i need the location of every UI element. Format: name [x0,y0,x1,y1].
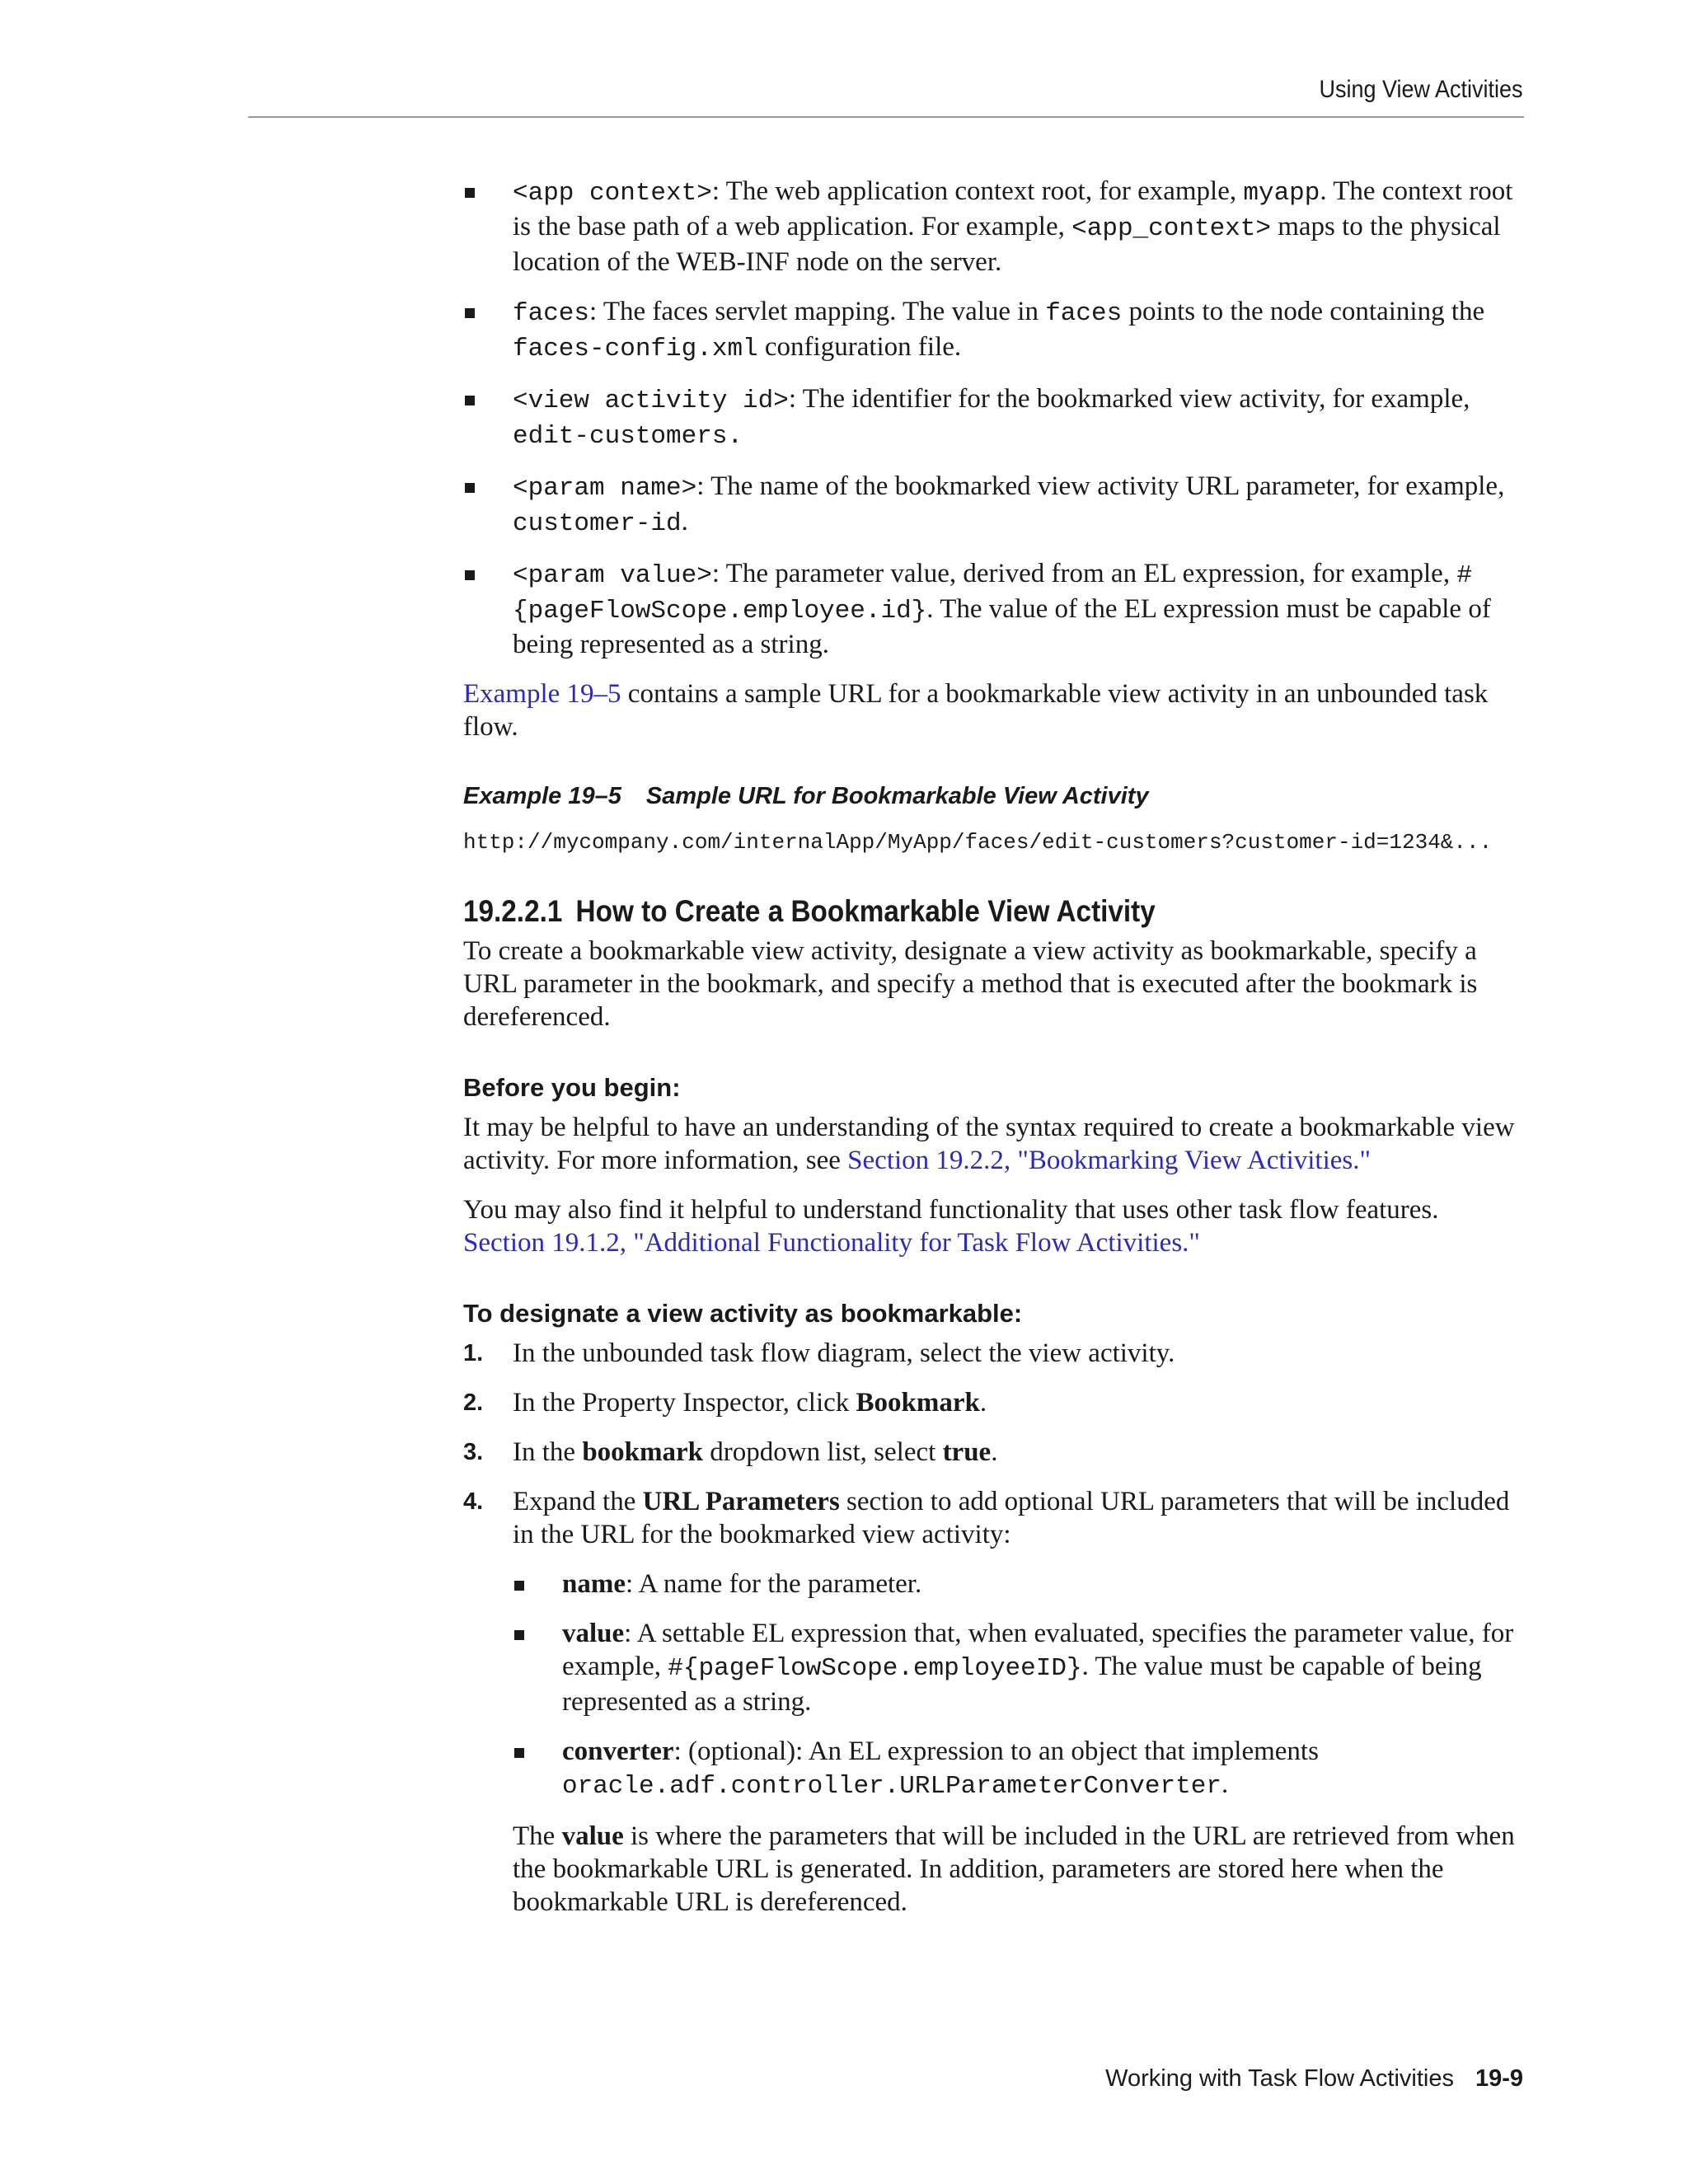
code-term: <view activity id> [513,387,789,415]
list-item [463,470,1525,541]
item-text: : The identifier for the bookmarked view activity, for example, [788,384,1470,414]
item-text: . [681,507,688,537]
step-item [463,1436,1525,1469]
step-number: 4. [463,1488,484,1515]
square-bullet-icon [514,1630,524,1640]
item-text: configuration file. [757,332,962,362]
step-text: . [991,1437,998,1467]
ui-term: URL Parameters [642,1487,840,1516]
step-item [463,1386,1525,1419]
page-footer [1105,2065,1523,2093]
item-text: : The faces servlet mapping. The value in [589,297,1046,326]
inline-code: faces [1045,299,1123,328]
example-title: Sample URL for Bookmarkable View Activity [645,783,1149,809]
item-text: : (optional): An EL expression to an object that implements [673,1736,1319,1766]
step-item [463,1485,1525,1919]
paragraph-text: It may be helpful to have an understanding of the syntax required to create a bookmarkable view activity. For more information, see [463,1113,1515,1175]
step-number: 2. [463,1390,484,1416]
list-item [513,1735,1525,1803]
procedure-steps [463,1337,1525,1919]
example-reference-paragraph [463,677,1525,743]
running-header: Using View Activities [1319,76,1523,103]
square-bullet-icon [514,1581,524,1591]
section-intro: To create a bookmarkable view activity, designate a view activity as bookmarkable, specify a URL parameter in the bookmark, and specify a method that is executed after the bookmark is dereferenced. [463,936,1478,1032]
step-number: 1. [463,1340,484,1366]
step-text: In the Property Inspector, click [513,1388,856,1418]
item-text: . The value must be capable of being represented as a string. [562,1652,1482,1717]
code-term: <param name> [513,474,697,503]
example-link[interactable]: Example 19–5 [463,679,621,709]
page-number: 19-9 [1475,2065,1523,2092]
example-code: http://mycompany.com/internalApp/MyApp/faces/edit-customers?customer-id=1234&... [463,830,1493,855]
square-bullet-icon [465,570,475,580]
paragraph-text: contains a sample URL for a bookmarkable view activity in an unbounded task flow. [463,679,1489,742]
square-bullet-icon [514,1748,524,1758]
example-caption [463,780,1525,813]
field-term: converter [562,1736,674,1766]
inline-code: oracle.adf.controller.URLParameterConverter [562,1772,1221,1801]
list-item [463,382,1525,453]
url-parameter-fields [513,1568,1525,1803]
paragraph-text: You may also find it helpful to understand functionality that uses other task flow features. [463,1195,1439,1225]
inline-code: customer-id [513,509,682,538]
section-number: 19.2.2.1 [463,894,563,928]
example-label: Example 19–5 [463,783,621,809]
inline-code: <app_context> [1071,214,1271,243]
section-title: How to Create a Bookmarkable View Activity [575,894,1156,928]
code-term: <param value> [513,561,712,590]
list-item [463,175,1525,279]
code-term: <app context> [513,179,712,208]
ui-term: Bookmark [856,1388,980,1418]
ui-term: true [942,1437,992,1467]
item-text: . The context root is the base path of a web application. For example, [513,176,1513,241]
square-bullet-icon [465,188,475,198]
header-rule [248,116,1524,118]
square-bullet-icon [465,308,475,318]
section-link-bookmarking[interactable]: Section 19.2.2, "Bookmarking View Activities." [847,1146,1371,1175]
item-text: : The parameter value, derived from an EL expression, for example, [711,559,1457,588]
item-text: : The name of the bookmarked view activity URL parameter, for example, [696,471,1505,501]
square-bullet-icon [465,483,475,493]
item-text: : A name for the parameter. [626,1569,922,1599]
before-heading: Before you begin: [463,1073,681,1102]
step-text: In the unbounded task flow diagram, select the view activity. [513,1338,1175,1368]
step-text: . [979,1388,987,1418]
inline-code: myapp [1243,179,1320,208]
before-paragraph-1 [463,1111,1525,1177]
item-text: . [1221,1769,1229,1799]
item-text: maps to the physical location of the WEB-INF node on the server. [513,212,1501,277]
step-item [463,1337,1525,1370]
inline-code: #{pageFlowScope.employee.id} [513,561,1472,626]
list-item [513,1617,1525,1718]
ui-term: value [561,1821,624,1851]
procedure-heading: To designate a view activity as bookmarkable: [463,1299,1023,1328]
section-link-additional[interactable]: Section 19.1.2, "Additional Functionality for Task Flow Activities." [463,1228,1200,1258]
url-parts-list [463,175,1525,661]
footer-chapter-title: Working with Task Flow Activities [1105,2065,1454,2092]
step-text: section to add optional URL parameters that will be included in the URL for the bookmarked view activity: [513,1487,1510,1549]
item-text: : The web application context root, for example, [711,176,1244,206]
inline-code: faces-config.xml [513,335,758,363]
inline-code: edit-customers. [513,422,743,451]
paragraph-text: is where the parameters that will be included in the URL are retrieved from when the bookmarkable URL is generated. In addition, parameters are stored here when the bookmarkable URL is dereferenced. [513,1821,1515,1917]
item-text: . The value of the EL expression must be capable of being represented as a string. [513,594,1491,659]
list-item [463,295,1525,366]
list-item [463,557,1525,661]
step-number: 3. [463,1439,484,1465]
step-text: Expand the [513,1487,643,1516]
step-closing-paragraph [513,1820,1525,1919]
field-term: value [562,1619,625,1648]
section-heading [463,895,1418,928]
step-text: dropdown list, select [703,1437,943,1467]
item-text: : A settable EL expression that, when evaluated, specifies the parameter value, for example, [562,1619,1514,1681]
paragraph-text: The [513,1821,562,1851]
item-text: points to the node containing the [1122,297,1485,326]
field-term: name [562,1569,626,1599]
page-body [463,175,1525,1935]
step-text: In the [513,1437,583,1467]
square-bullet-icon [465,396,475,405]
code-term: faces [513,299,590,328]
list-item [513,1568,1525,1601]
ui-term: bookmark [582,1437,704,1467]
before-paragraph-2 [463,1193,1525,1259]
inline-code: #{pageFlowScope.employeeID} [668,1654,1082,1683]
